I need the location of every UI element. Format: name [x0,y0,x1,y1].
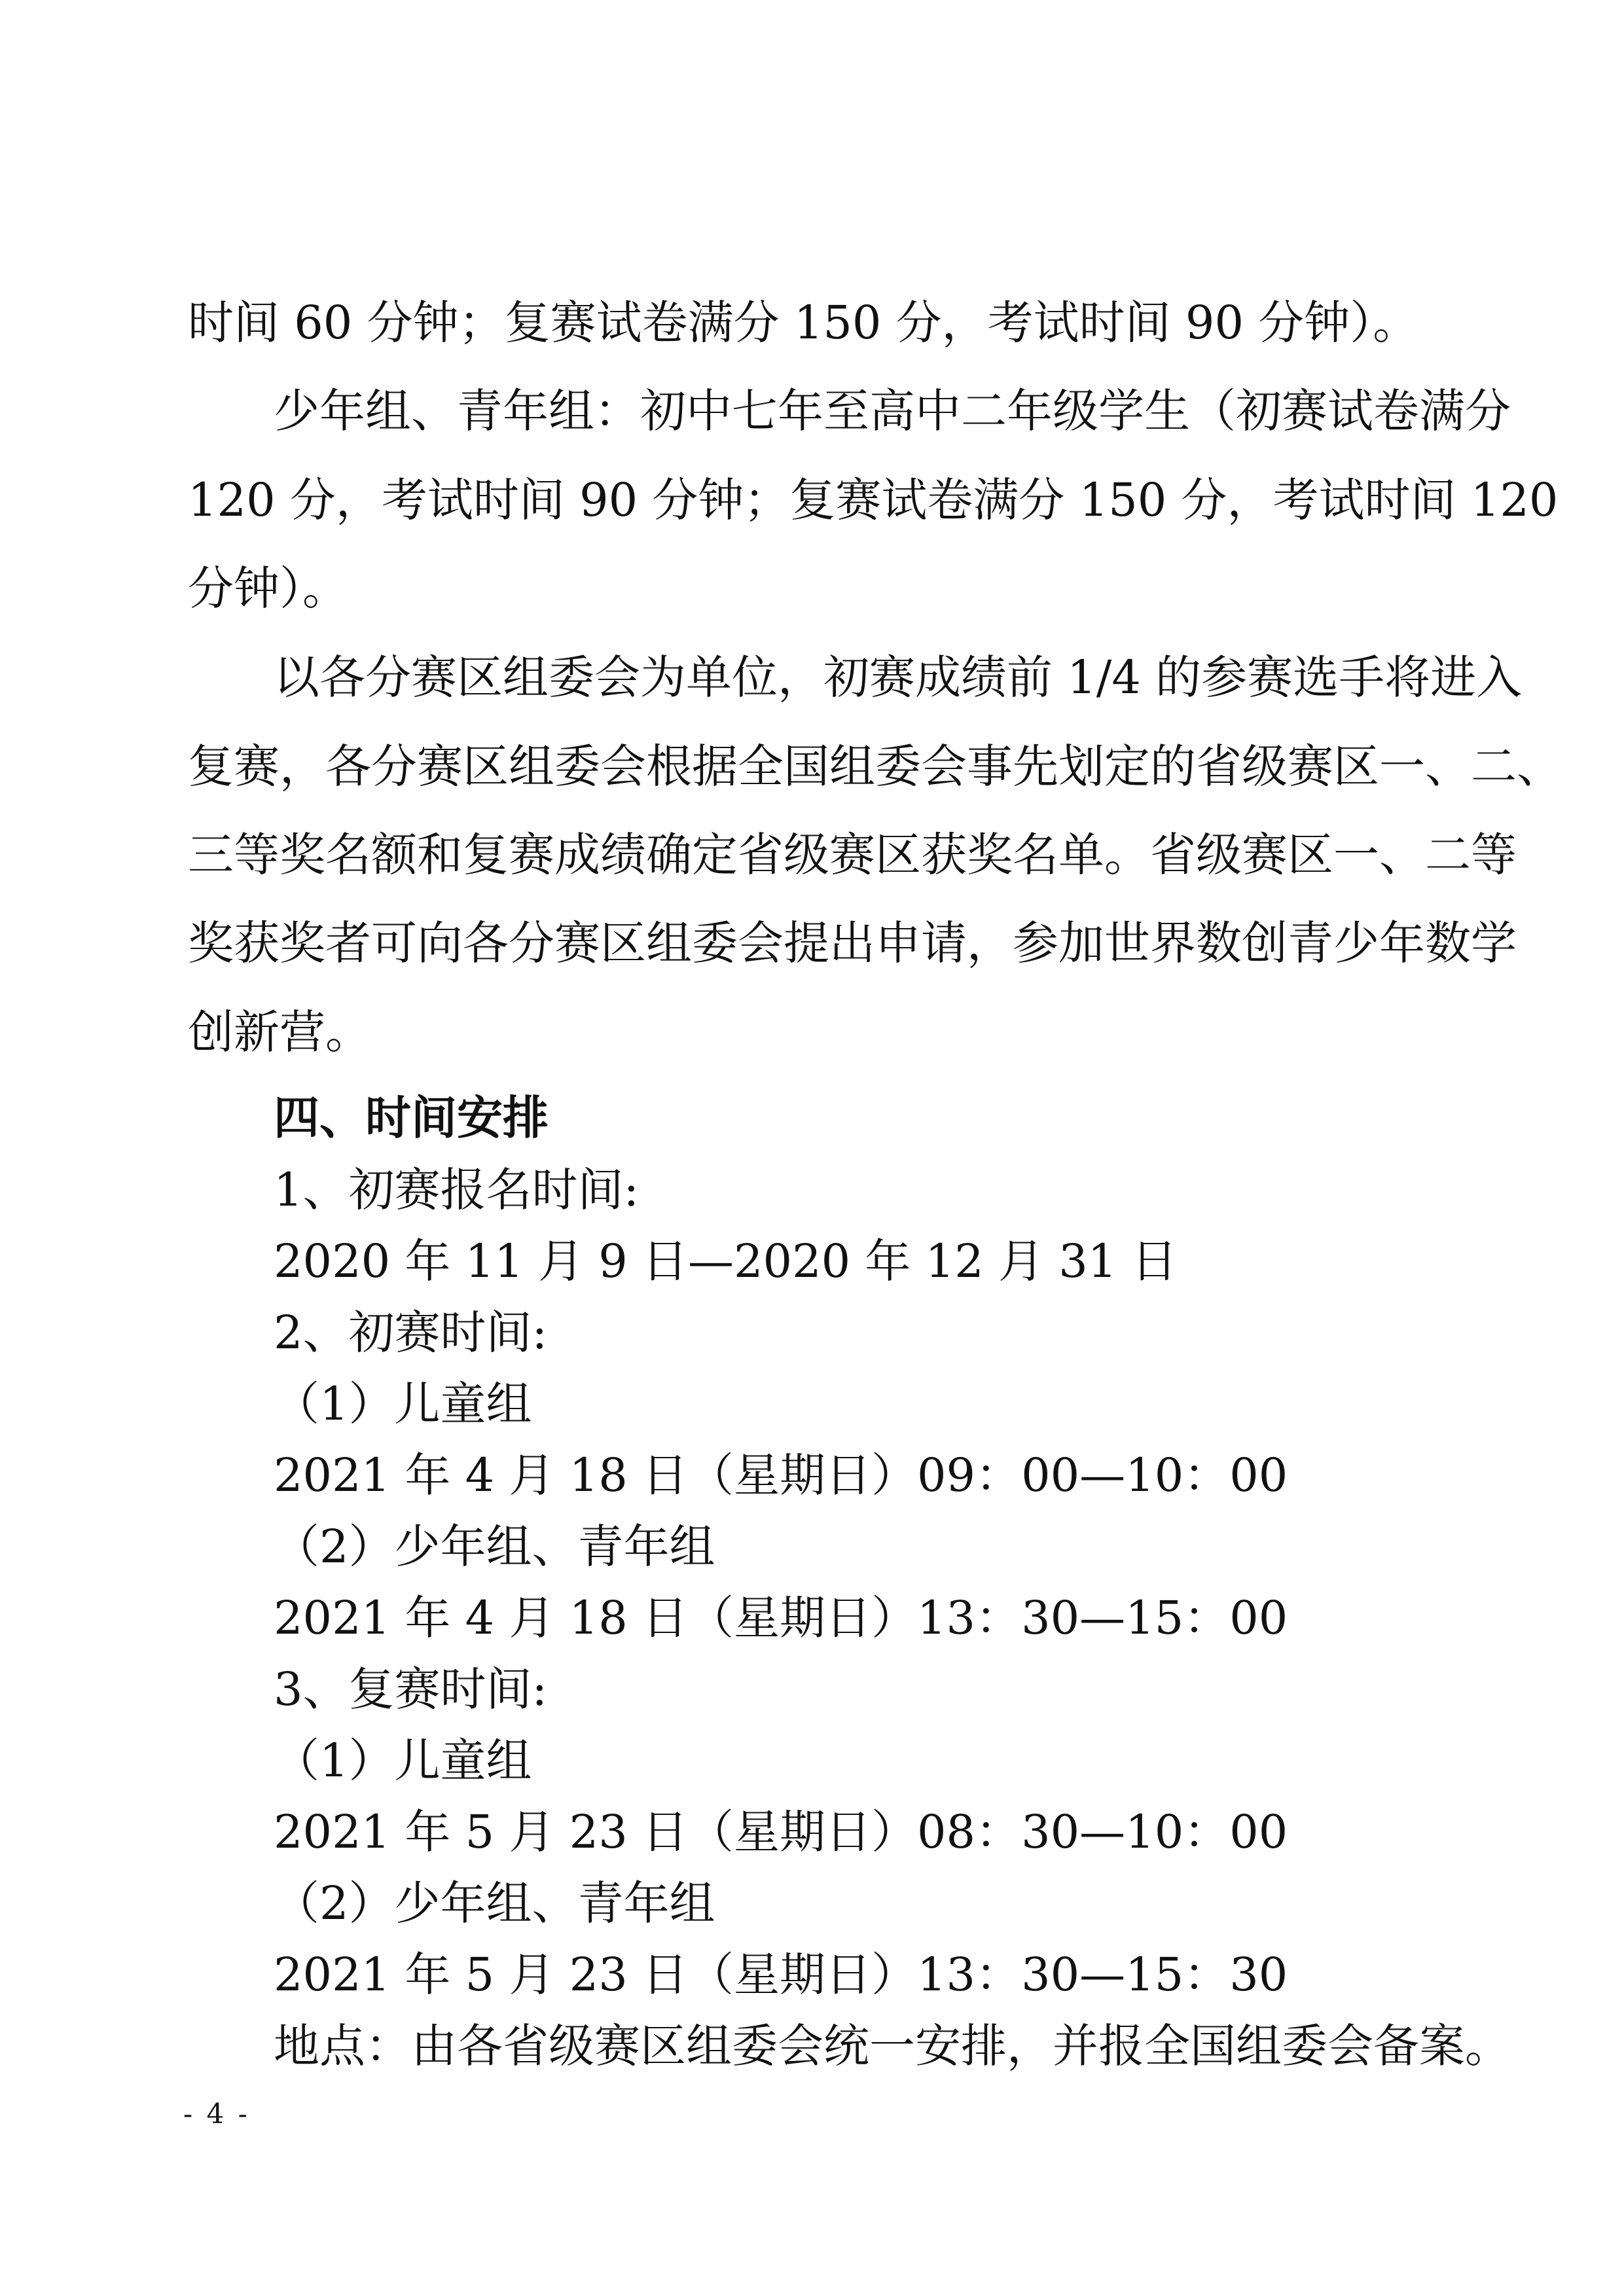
schedule-final-children-label: （1）儿童组 [274,1734,532,1787]
schedule-item-preliminary: 2、初赛时间: [274,1306,548,1359]
paragraph-line-4: 分钟）。 [188,562,348,615]
paragraph-line-9: 创新营。 [188,1005,371,1059]
page-number: - 4 - [183,2098,250,2130]
schedule-preliminary-youth-label: （2）少年组、青年组 [274,1520,715,1573]
section-heading-schedule: 四、时间安排 [274,1090,549,1145]
paragraph-line-8: 奖获奖者可向各分赛区组委会提出申请，参加世界数创青少年数学 [188,916,1517,970]
paragraph-line-6: 复赛，各分赛区组委会根据全国组委会事先划定的省级赛区一、二、 [188,740,1562,793]
schedule-final-youth-time: 2021 年 5 月 23 日（星期日）13：30—15：30 [274,1948,1288,2001]
schedule-preliminary-children-time: 2021 年 4 月 18 日（星期日）09：00—10：00 [274,1448,1288,1502]
schedule-item-final: 3、复赛时间: [274,1662,548,1716]
schedule-preliminary-youth-time: 2021 年 4 月 18 日（星期日）13：30—15：00 [274,1591,1288,1645]
paragraph-line-5: 以各分赛区组委会为单位，初赛成绩前 1/4 的参赛选手将进入 [274,651,1523,704]
paragraph-line-1: 时间 60 分钟；复赛试卷满分 150 分，考试时间 90 分钟）。 [188,296,1419,350]
schedule-preliminary-children-label: （1）儿童组 [274,1377,532,1431]
schedule-location: 地点：由各省级赛区组委会统一安排，并报全国组委会备案。 [274,2019,1511,2073]
schedule-final-youth-label: （2）少年组、青年组 [274,1876,715,1930]
paragraph-line-7: 三等奖名额和复赛成绩确定省级赛区获奖名单。省级赛区一、二等 [188,828,1517,882]
schedule-item-registration: 1、初赛报名时间: [274,1163,640,1217]
paragraph-line-2: 少年组、青年组：初中七年至高中二年级学生（初赛试卷满分 [274,384,1511,438]
schedule-final-children-time: 2021 年 5 月 23 日（星期日）08：30—10：00 [274,1805,1288,1859]
schedule-registration-date: 2020 年 11 月 9 日—2020 年 12 月 31 日 [274,1234,1178,1288]
paragraph-line-3: 120 分，考试时间 90 分钟；复赛试卷满分 150 分，考试时间 120 [188,473,1559,527]
